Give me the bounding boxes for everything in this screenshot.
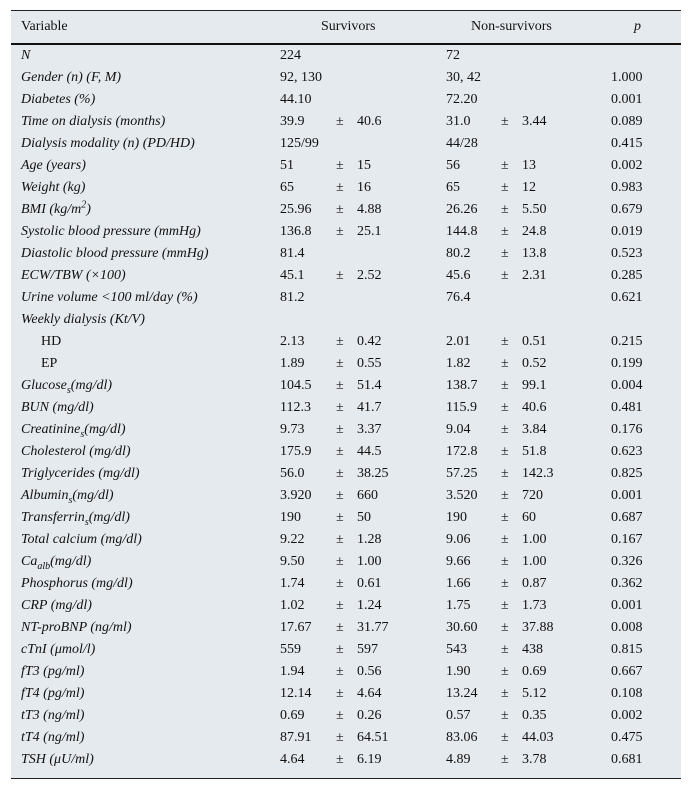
plus-minus-symbol: ± [501,180,509,195]
p-value: 0.815 [611,642,643,657]
non-survivors-sd: 0.87 [522,576,547,591]
survivors-sd: 0.26 [357,708,382,723]
non-survivors-value: 1.90 [446,664,471,679]
p-value: 0.008 [611,620,643,635]
non-survivors-value: 13.24 [446,686,478,701]
p-value: 0.019 [611,224,643,239]
row-variable-label: tT4 (ng/ml) [21,730,85,745]
table-row [11,155,681,177]
p-value: 0.481 [611,400,643,415]
survivors-value: 87.91 [280,730,312,745]
survivors-value: 45.1 [280,268,305,283]
survivors-value: 559 [280,642,301,657]
row-variable-label: Albumin$_s$(mg/dl) [21,488,114,506]
survivors-value: 1.74 [280,576,305,591]
plus-minus-symbol: ± [336,488,344,503]
p-value: 0.621 [611,290,643,305]
row-variable-label: Glucose$_s$(mg/dl) [21,378,113,396]
non-survivors-sd: 5.12 [522,686,547,701]
table-row [11,617,681,639]
plus-minus-symbol: ± [501,730,509,745]
survivors-sd: 4.64 [357,686,382,701]
non-survivors-value: 45.6 [446,268,471,283]
row-variable-label: HD [41,334,62,349]
table-row [11,639,681,661]
plus-minus-symbol: ± [501,708,509,723]
plus-minus-symbol: ± [336,224,344,239]
table-body [11,45,681,771]
non-survivors-value: 9.66 [446,554,471,569]
plus-minus-symbol: ± [501,246,509,261]
plus-minus-symbol: ± [336,334,344,349]
plus-minus-symbol: ± [501,158,509,173]
table-row [11,507,681,529]
survivors-sd: 4.88 [357,202,382,217]
p-value: 0.089 [611,114,643,129]
table-row [11,705,681,727]
non-survivors-sd: 3.78 [522,752,547,767]
plus-minus-symbol: ± [336,444,344,459]
plus-minus-symbol: ± [501,466,509,481]
table-row [11,199,681,221]
plus-minus-symbol: ± [336,642,344,657]
survivors-value: 39.9 [280,114,305,129]
non-survivors-sd: 0.69 [522,664,547,679]
p-value: 0.002 [611,708,643,723]
table-row [11,243,681,265]
row-variable-label: Total calcium (mg/dl) [21,532,142,547]
table-row [11,375,681,397]
survivors-value: 0.69 [280,708,305,723]
plus-minus-symbol: ± [501,202,509,217]
survivors-value: 17.67 [280,620,312,635]
non-survivors-value: 31.0 [446,114,471,129]
plus-minus-symbol: ± [501,114,509,129]
survivors-sd: 64.51 [357,730,389,745]
p-value: 0.825 [611,466,643,481]
survivors-value: 25.96 [280,202,312,217]
plus-minus-symbol: ± [501,532,509,547]
survivors-sd: 44.5 [357,444,382,459]
row-variable-label: TSH (μU/ml) [21,752,94,767]
non-survivors-sd: 1.00 [522,554,547,569]
non-survivors-sd: 0.52 [522,356,547,371]
table-row [11,595,681,617]
plus-minus-symbol: ± [336,158,344,173]
survivors-sd: 0.42 [357,334,382,349]
data-table [11,10,681,779]
non-survivors-sd: 142.3 [522,466,554,481]
survivors-value: 9.73 [280,422,305,437]
non-survivors-sd: 24.8 [522,224,547,239]
table-row [11,309,681,331]
plus-minus-symbol: ± [501,686,509,701]
table-row [11,67,681,89]
p-value: 0.001 [611,488,643,503]
survivors-value: 81.2 [280,290,305,305]
plus-minus-symbol: ± [501,224,509,239]
p-value: 0.362 [611,576,643,591]
table-row [11,89,681,111]
plus-minus-symbol: ± [336,202,344,217]
table-row [11,529,681,551]
survivors-value: 9.22 [280,532,305,547]
row-variable-label: Cholesterol (mg/dl) [21,444,131,459]
survivors-sd: 0.61 [357,576,382,591]
table-row [11,463,681,485]
p-value: 0.679 [611,202,643,217]
survivors-value: 125/99 [280,136,319,151]
plus-minus-symbol: ± [501,752,509,767]
p-value: 0.199 [611,356,643,371]
plus-minus-symbol: ± [336,422,344,437]
non-survivors-sd: 5.50 [522,202,547,217]
row-variable-label: Time on dialysis (months) [21,114,166,129]
survivors-sd: 1.28 [357,532,382,547]
row-variable-label: Urine volume <100 ml/day (%) [21,290,198,305]
row-variable-label: BUN (mg/dl) [21,400,94,415]
non-survivors-value: 30, 42 [446,70,481,85]
table-row [11,133,681,155]
survivors-sd: 40.6 [357,114,382,129]
table-row [11,573,681,595]
row-variable-label: N [21,48,31,63]
p-value: 0.415 [611,136,643,151]
plus-minus-symbol: ± [501,576,509,591]
plus-minus-symbol: ± [336,378,344,393]
table-row [11,287,681,309]
table-row [11,683,681,705]
plus-minus-symbol: ± [501,554,509,569]
survivors-value: 51 [280,158,294,173]
plus-minus-symbol: ± [501,620,509,635]
p-value: 0.523 [611,246,643,261]
p-value: 0.176 [611,422,643,437]
non-survivors-value: 4.89 [446,752,471,767]
survivors-value: 44.10 [280,92,312,107]
table-row [11,221,681,243]
row-variable-label: NT-proBNP (ng/ml) [21,620,132,635]
table-row [11,419,681,441]
non-survivors-sd: 0.51 [522,334,547,349]
non-survivors-value: 76.4 [446,290,471,305]
non-survivors-value: 80.2 [446,246,471,261]
plus-minus-symbol: ± [336,576,344,591]
header-p-value: p [634,19,641,34]
plus-minus-symbol: ± [336,466,344,481]
non-survivors-value: 72 [446,48,460,63]
p-value: 0.326 [611,554,643,569]
table-row [11,485,681,507]
survivors-sd: 3.37 [357,422,382,437]
non-survivors-sd: 37.88 [522,620,554,635]
row-variable-label: Transferrin$_s$(mg/dl) [21,510,130,528]
non-survivors-value: 26.26 [446,202,478,217]
row-variable-label: fT4 (pg/ml) [21,686,85,701]
table-row [11,397,681,419]
plus-minus-symbol: ± [501,356,509,371]
non-survivors-sd: 99.1 [522,378,547,393]
plus-minus-symbol: ± [336,708,344,723]
survivors-sd: 0.56 [357,664,382,679]
table-row [11,353,681,375]
non-survivors-value: 72.20 [446,92,478,107]
non-survivors-sd: 438 [522,642,543,657]
non-survivors-value: 138.7 [446,378,478,393]
row-variable-label: ECW/TBW (×100) [21,268,126,283]
row-variable-label: cTnI (μmol/l) [21,642,96,657]
p-value: 0.623 [611,444,643,459]
plus-minus-symbol: ± [336,620,344,635]
survivors-value: 2.13 [280,334,305,349]
survivors-value: 92, 130 [280,70,322,85]
row-variable-label: Age (years) [21,158,86,173]
plus-minus-symbol: ± [501,378,509,393]
p-value: 0.001 [611,92,643,107]
non-survivors-value: 115.9 [446,400,477,415]
plus-minus-symbol: ± [336,180,344,195]
survivors-sd: 1.00 [357,554,382,569]
survivors-value: 1.02 [280,598,305,613]
table-row [11,441,681,463]
survivors-value: 224 [280,48,301,63]
non-survivors-value: 9.04 [446,422,471,437]
survivors-value: 112.3 [280,400,311,415]
plus-minus-symbol: ± [336,268,344,283]
survivors-sd: 1.24 [357,598,382,613]
row-variable-label: CRP (mg/dl) [21,598,92,613]
non-survivors-sd: 44.03 [522,730,554,745]
non-survivors-sd: 40.6 [522,400,547,415]
plus-minus-symbol: ± [501,598,509,613]
non-survivors-value: 56 [446,158,460,173]
non-survivors-sd: 13.8 [522,246,547,261]
p-value: 1.000 [611,70,643,85]
plus-minus-symbol: ± [501,510,509,525]
non-survivors-value: 1.82 [446,356,471,371]
survivors-sd: 31.77 [357,620,389,635]
plus-minus-symbol: ± [336,532,344,547]
plus-minus-symbol: ± [336,752,344,767]
plus-minus-symbol: ± [336,356,344,371]
non-survivors-value: 44/28 [446,136,478,151]
plus-minus-symbol: ± [501,422,509,437]
table-row [11,45,681,67]
non-survivors-value: 1.75 [446,598,471,613]
survivors-value: 81.4 [280,246,305,261]
row-variable-label: Phosphorus (mg/dl) [21,576,133,591]
plus-minus-symbol: ± [336,686,344,701]
survivors-value: 1.94 [280,664,305,679]
plus-minus-symbol: ± [336,554,344,569]
survivors-sd: 38.25 [357,466,389,481]
p-value: 0.108 [611,686,643,701]
p-value: 0.004 [611,378,643,393]
survivors-value: 104.5 [280,378,312,393]
p-value: 0.167 [611,532,643,547]
p-value: 0.001 [611,598,643,613]
row-variable-label: Systolic blood pressure (mmHg) [21,224,201,239]
survivors-sd: 15 [357,158,371,173]
non-survivors-sd: 12 [522,180,536,195]
non-survivors-value: 144.8 [446,224,478,239]
non-survivors-value: 543 [446,642,467,657]
non-survivors-value: 2.01 [446,334,471,349]
plus-minus-symbol: ± [501,400,509,415]
p-value: 0.983 [611,180,643,195]
p-value: 0.681 [611,752,643,767]
plus-minus-symbol: ± [336,664,344,679]
plus-minus-symbol: ± [501,664,509,679]
non-survivors-value: 3.520 [446,488,478,503]
non-survivors-value: 57.25 [446,466,478,481]
table-row [11,177,681,199]
survivors-sd: 41.7 [357,400,382,415]
survivors-sd: 16 [357,180,371,195]
survivors-sd: 51.4 [357,378,382,393]
row-variable-label: Weight (kg) [21,180,86,195]
survivors-value: 65 [280,180,294,195]
survivors-value: 136.8 [280,224,312,239]
row-variable-label: Weekly dialysis (Kt/V) [21,312,145,327]
non-survivors-sd: 60 [522,510,536,525]
p-value: 0.002 [611,158,643,173]
non-survivors-value: 30.60 [446,620,478,635]
survivors-sd: 2.52 [357,268,382,283]
row-variable-label: Creatinine$_s$(mg/dl) [21,422,126,440]
non-survivors-sd: 0.35 [522,708,547,723]
header-variable: Variable [21,19,68,34]
row-variable-label: Dialysis modality (n) (PD/HD) [21,136,195,151]
non-survivors-sd: 720 [522,488,543,503]
row-variable-label: tT3 (ng/ml) [21,708,85,723]
non-survivors-sd: 51.8 [522,444,547,459]
survivors-value: 4.64 [280,752,305,767]
row-variable-label: Gender (n) (F, M) [21,70,122,85]
plus-minus-symbol: ± [501,488,509,503]
survivors-value: 3.920 [280,488,312,503]
non-survivors-sd: 13 [522,158,536,173]
row-variable-label: Triglycerides (mg/dl) [21,466,140,481]
table-row [11,265,681,287]
non-survivors-value: 1.66 [446,576,471,591]
non-survivors-value: 190 [446,510,467,525]
p-value: 0.215 [611,334,643,349]
plus-minus-symbol: ± [336,400,344,415]
survivors-sd: 6.19 [357,752,382,767]
table-row [11,111,681,133]
row-variable-label: $Ca_{alb}(mg/dl)$ [21,554,92,572]
plus-minus-symbol: ± [501,444,509,459]
row-variable-label: EP [41,356,58,371]
plus-minus-symbol: ± [336,730,344,745]
table-row [11,331,681,353]
non-survivors-value: 0.57 [446,708,471,723]
survivors-sd: 597 [357,642,378,657]
row-variable-label: Diastolic blood pressure (mmHg) [21,246,209,261]
survivors-sd: 50 [357,510,371,525]
non-survivors-sd: 2.31 [522,268,547,283]
survivors-value: 9.50 [280,554,305,569]
non-survivors-sd: 1.73 [522,598,547,613]
non-survivors-sd: 3.84 [522,422,547,437]
non-survivors-sd: 1.00 [522,532,547,547]
plus-minus-symbol: ± [336,114,344,129]
plus-minus-symbol: ± [501,268,509,283]
table-row [11,749,681,771]
non-survivors-value: 65 [446,180,460,195]
p-value: 0.667 [611,664,643,679]
row-variable-label: BMI $(kg/m^2)$ [21,199,91,217]
table-header [11,11,681,45]
table-row [11,727,681,749]
row-variable-label: fT3 (pg/ml) [21,664,85,679]
non-survivors-value: 83.06 [446,730,478,745]
survivors-value: 12.14 [280,686,312,701]
p-value: 0.285 [611,268,643,283]
table-row [11,551,681,573]
plus-minus-symbol: ± [336,510,344,525]
plus-minus-symbol: ± [501,334,509,349]
survivors-value: 175.9 [280,444,312,459]
survivors-sd: 0.55 [357,356,382,371]
non-survivors-sd: 3.44 [522,114,547,129]
non-survivors-value: 9.06 [446,532,471,547]
survivors-sd: 25.1 [357,224,382,239]
survivors-sd: 660 [357,488,378,503]
survivors-value: 190 [280,510,301,525]
p-value: 0.687 [611,510,643,525]
header-survivors: Survivors [321,19,376,34]
survivors-value: 1.89 [280,356,305,371]
row-variable-label: Diabetes (%) [21,92,96,107]
survivors-value: 56.0 [280,466,305,481]
plus-minus-symbol: ± [336,598,344,613]
non-survivors-value: 172.8 [446,444,478,459]
table-row [11,661,681,683]
header-non-survivors: Non-survivors [471,19,552,34]
p-value: 0.475 [611,730,643,745]
plus-minus-symbol: ± [501,642,509,657]
